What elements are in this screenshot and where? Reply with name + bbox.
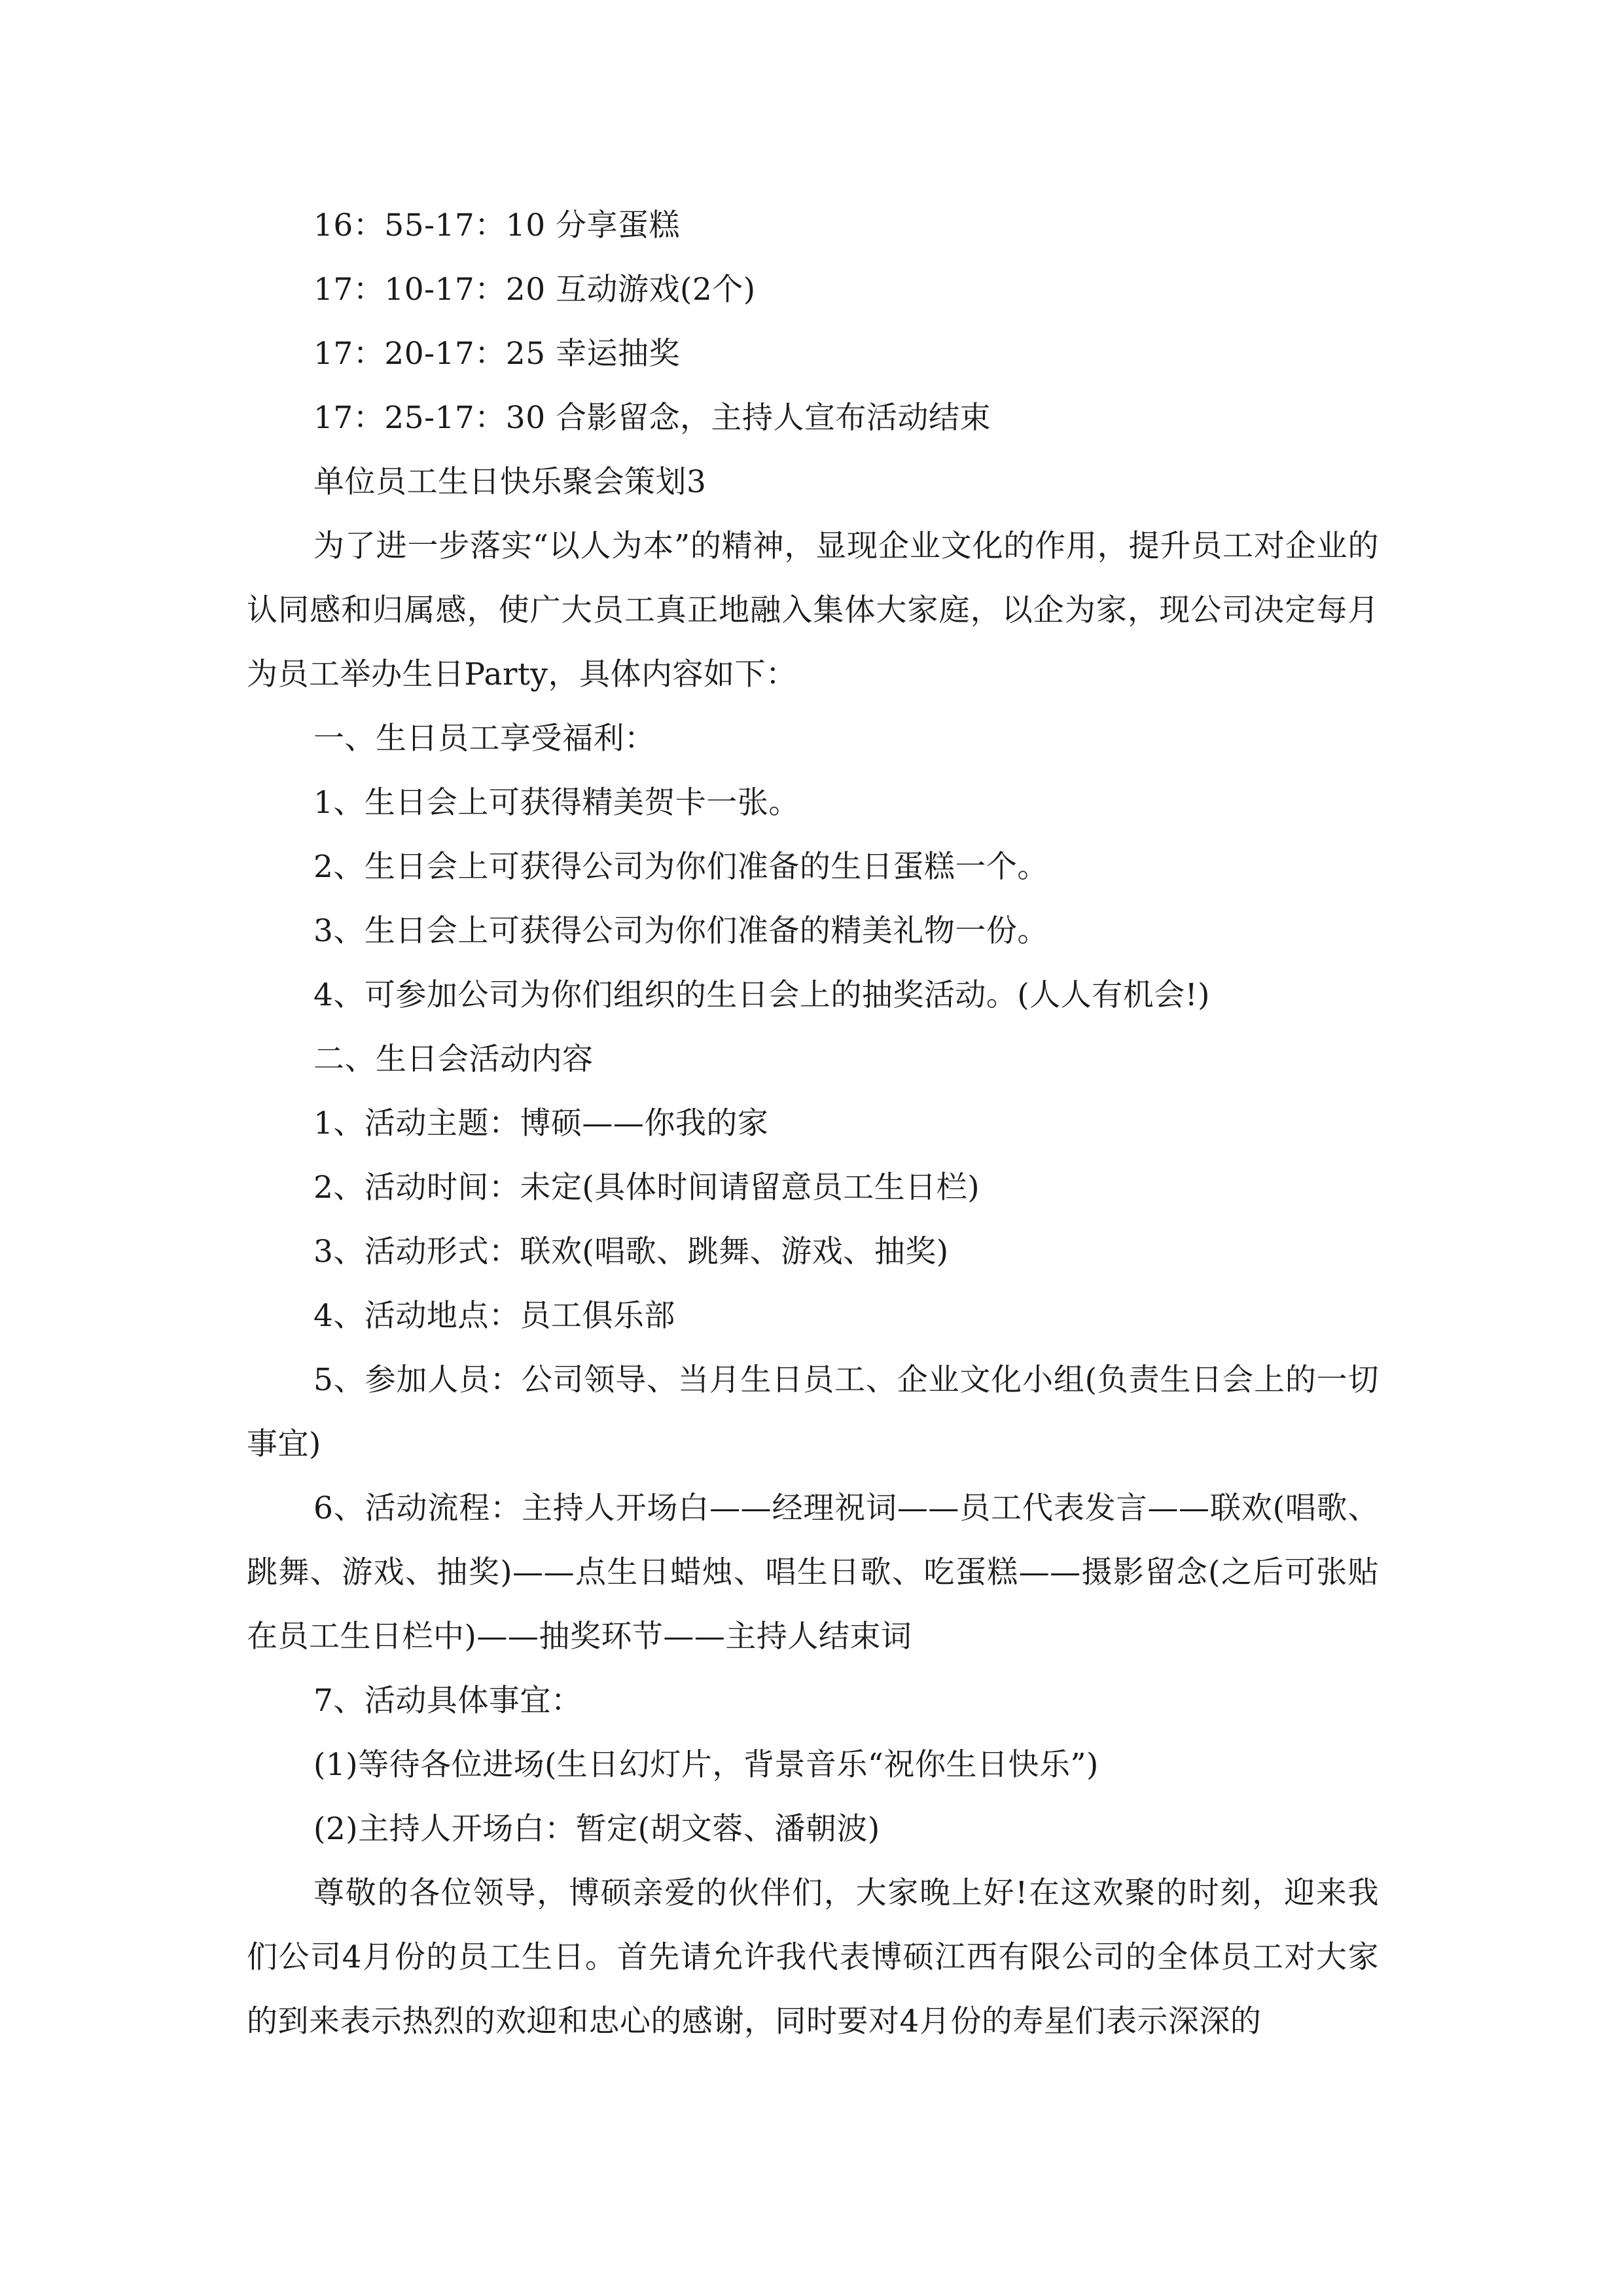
detail-item: (1)等待各位进场(生日幻灯片，背景音乐“祝你生日快乐”) — [313, 1747, 1099, 1783]
section-title: 单位员工生日快乐聚会策划3 — [313, 464, 707, 500]
schedule-line-games: 17：10-17：20 互动游戏(2个) — [313, 272, 756, 308]
activity-item: 6、活动流程：主持人开场白——经理祝词——员工代表发言——联欢(唱歌、跳舞、游戏、抽奖)——点生日蜡烛、唱生日歌、吃蛋糕——摄影留念(之后可张贴在员工生日栏中)——抽奖环节——主持人结束词 — [247, 1490, 1379, 1655]
activity-item: 3、活动形式：联欢(唱歌、跳舞、游戏、抽奖) — [313, 1234, 949, 1270]
benefit-item: 2、生日会上可获得公司为你们准备的生日蛋糕一个。 — [313, 849, 1048, 885]
benefit-item: 1、生日会上可获得精美贺卡一张。 — [313, 785, 800, 821]
speech-paragraph: 尊敬的各位领导，博硕亲爱的伙伴们，大家晚上好!在这欢聚的时刻，迎来我们公司4月份的员工生日。首先请允许我代表博硕江西有限公司的全体员工对大家的到来表示热烈的欢迎和忠心的感谢，同时要对4月份的寿星们表示深深的 — [247, 1875, 1379, 2039]
schedule-line-lottery: 17：20-17：25 幸运抽奖 — [313, 336, 681, 372]
intro-paragraph: 为了进一步落实“以人为本”的精神，显现企业文化的作用，提升员工对企业的认同感和归属感，使广大员工真正地融入集体大家庭，以企为家，现公司决定每月为员工举办生日Party，具体内容如下： — [247, 528, 1379, 692]
activity-item: 2、活动时间：未定(具体时间请留意员工生日栏) — [313, 1170, 980, 1206]
activity-item: 5、参加人员：公司领导、当月生日员工、企业文化小组(负责生日会上的一切事宜) — [247, 1362, 1379, 1462]
benefit-item: 3、生日会上可获得公司为你们准备的精美礼物一份。 — [313, 913, 1048, 949]
activity-item: 1、活动主题：博硕——你我的家 — [313, 1105, 769, 1141]
benefit-item: 4、可参加公司为你们组织的生日会上的抽奖活动。(人人有机会!) — [313, 977, 1210, 1013]
document-body — [247, 194, 1379, 2054]
heading-activities: 二、生日会活动内容 — [313, 1041, 594, 1077]
schedule-line-cake: 16：55-17：10 分享蛋糕 — [313, 207, 681, 243]
activity-item: 7、活动具体事宜： — [313, 1683, 582, 1719]
activity-item: 4、活动地点：员工俱乐部 — [313, 1298, 675, 1334]
heading-benefits: 一、生日员工享受福利： — [313, 721, 656, 757]
schedule-line-photo: 17：25-17：30 合影留念，主持人宣布活动结束 — [313, 400, 991, 436]
detail-item: (2)主持人开场白：暂定(胡文蓉、潘朝波) — [313, 1811, 880, 1847]
